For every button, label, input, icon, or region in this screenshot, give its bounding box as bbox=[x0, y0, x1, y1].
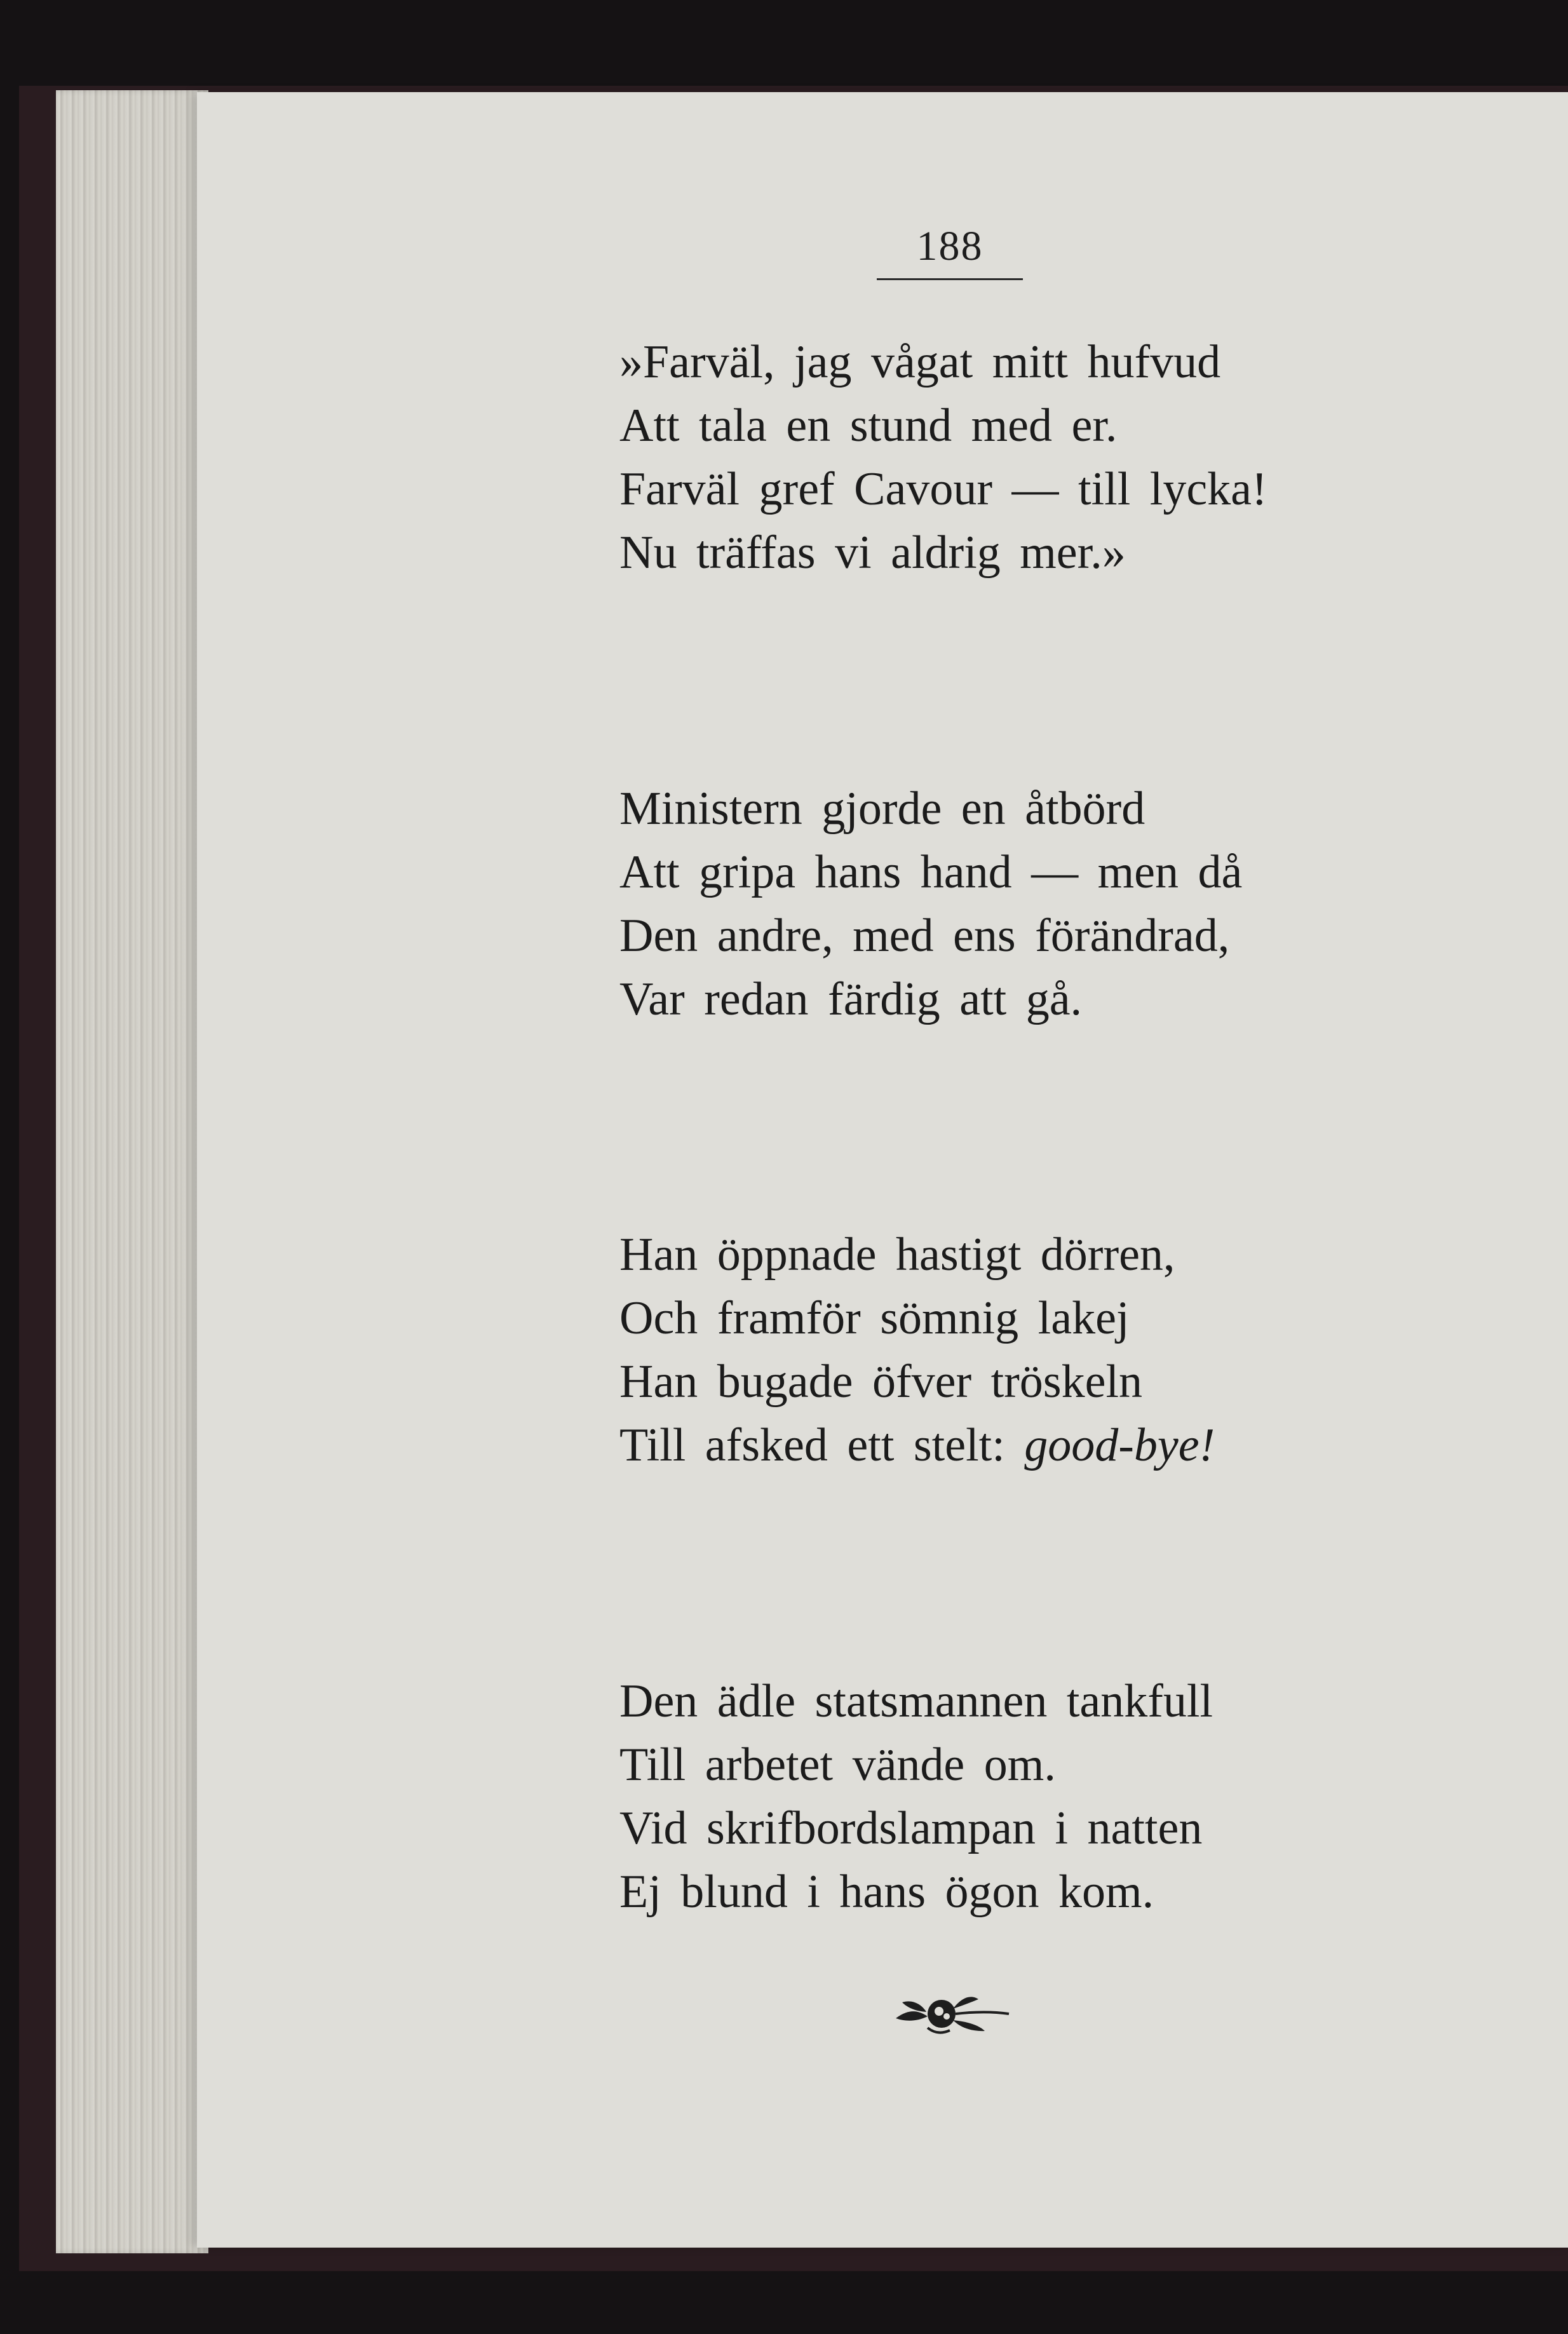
verse-line: Att tala en stund med er. bbox=[619, 400, 1118, 452]
verse-line: Nu träffas vi aldrig mer.» bbox=[619, 527, 1126, 579]
verse-line: Han bugade öfver tröskeln bbox=[619, 1356, 1143, 1408]
stanza-1 bbox=[619, 330, 1267, 584]
italic-farewell: good-bye! bbox=[1024, 1419, 1215, 1471]
verse-line: Och framför sömnig lakej bbox=[619, 1292, 1130, 1344]
verse-line: Till arbetet vände om. bbox=[619, 1739, 1056, 1791]
verse-line: Vid skrifbordslampan i natten bbox=[619, 1802, 1203, 1854]
page-number-rule bbox=[877, 278, 1023, 280]
verse-text: Till afsked ett stelt: bbox=[619, 1419, 1025, 1471]
verse-line: Ministern gjorde en åtbörd bbox=[619, 783, 1146, 835]
page-edges bbox=[56, 90, 208, 2253]
verse-line: Han öppnade hastigt dörren, bbox=[619, 1229, 1175, 1281]
verse-line: Den andre, med ens förändrad, bbox=[619, 910, 1230, 962]
verse-line: Farväl gref Cavour — till lycka! bbox=[619, 463, 1267, 515]
verse-line: Att gripa hans hand — men då bbox=[619, 846, 1243, 898]
stanza-4 bbox=[619, 1670, 1213, 1924]
verse-line: Var redan färdig att gå. bbox=[619, 973, 1083, 1025]
stanza-2 bbox=[619, 777, 1242, 1031]
verse-line: »Farväl, jag vågat mitt hufvud bbox=[619, 336, 1221, 388]
verse-line bbox=[619, 1413, 1215, 1477]
page-number: 188 bbox=[916, 223, 983, 269]
stanza-3 bbox=[619, 1223, 1215, 1477]
floral-tailpiece-icon bbox=[889, 1983, 1017, 2041]
verse-line: Ej blund i hans ögon kom. bbox=[619, 1866, 1154, 1918]
verse-line: Den ädle statsmannen tankfull bbox=[619, 1675, 1213, 1727]
